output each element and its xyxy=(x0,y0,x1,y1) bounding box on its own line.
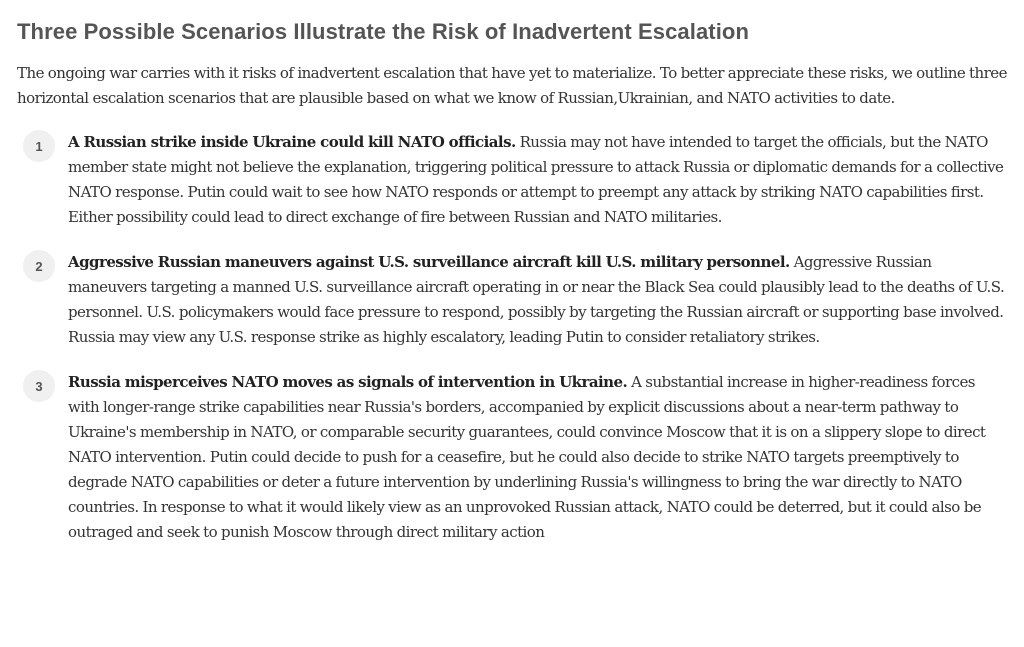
scenario-body: Aggressive Russian maneuvers targeting a manned U.S. surveillance aircraft operating in or near the Black Sea could plausibly lead to the deaths of U.S. personnel. U.S. policymakers would face pressure to respond, possibly by targeting the Russian aircraft or supporting base involved. Russia may view any U.S. response strike as highly escalatory, leading Putin to consider retaliatory strikes. xyxy=(68,253,1005,346)
article-title: Three Possible Scenarios Illustrate the Risk of Inadvertent Escalation xyxy=(17,19,750,44)
scenario-item-2 xyxy=(17,250,1007,350)
scenario-number-badge: 1 xyxy=(23,130,55,162)
scenario-number-badge: 3 xyxy=(23,370,55,402)
scenario-number-badge: 2 xyxy=(23,250,55,282)
scenario-list xyxy=(17,130,1007,545)
scenario-text xyxy=(68,370,1007,545)
scenario-heading: A Russian strike inside Ukraine could kill NATO officials. xyxy=(68,133,516,151)
article-intro: The ongoing war carries with it risks of inadvertent escalation that have yet to materialize. To better appreciate these risks, we outline three horizontal escalation scenarios that are plausible based on what we know of Russian,Ukrainian, and NATO activities to date. xyxy=(17,64,1007,107)
scenario-heading: Aggressive Russian maneuvers against U.S. surveillance aircraft kill U.S. military personnel. xyxy=(68,253,790,271)
scenario-text xyxy=(68,250,1007,350)
scenario-body: A substantial increase in higher-readiness forces with longer-range strike capabilities near Russia's borders, accompanied by explicit discussions about a near-term pathway to Ukraine's membership in NATO, or comparable security guarantees, could convince Moscow that it is on a slippery slope to direct NATO intervention. Putin could decide to push for a ceasefire, but he could also decide to strike NATO targets preemptively to degrade NATO capabilities or deter a future intervention by underlining Russia's willingness to bring the war directly to NATO countries. In response to what it would likely view as an unprovoked Russian attack, NATO could be deterred, but it could also be outraged and seek to punish Moscow through direct military action xyxy=(68,373,986,541)
scenario-body: Russia may not have intended to target the officials, but the NATO member state might not believe the explanation, triggering political pressure to attack Russia or diplomatic demands for a collective NATO response. Putin could wait to see how NATO responds or attempt to preempt any attack by striking NATO capabilities first. Either possibility could lead to direct exchange of fire between Russian and NATO militaries. xyxy=(68,133,1004,226)
scenario-item-3 xyxy=(17,370,1007,545)
scenario-text xyxy=(68,130,1007,230)
scenario-heading: Russia misperceives NATO moves as signals of intervention in Ukraine. xyxy=(68,373,628,391)
scenario-item-1 xyxy=(17,130,1007,230)
article-section xyxy=(17,14,1007,565)
